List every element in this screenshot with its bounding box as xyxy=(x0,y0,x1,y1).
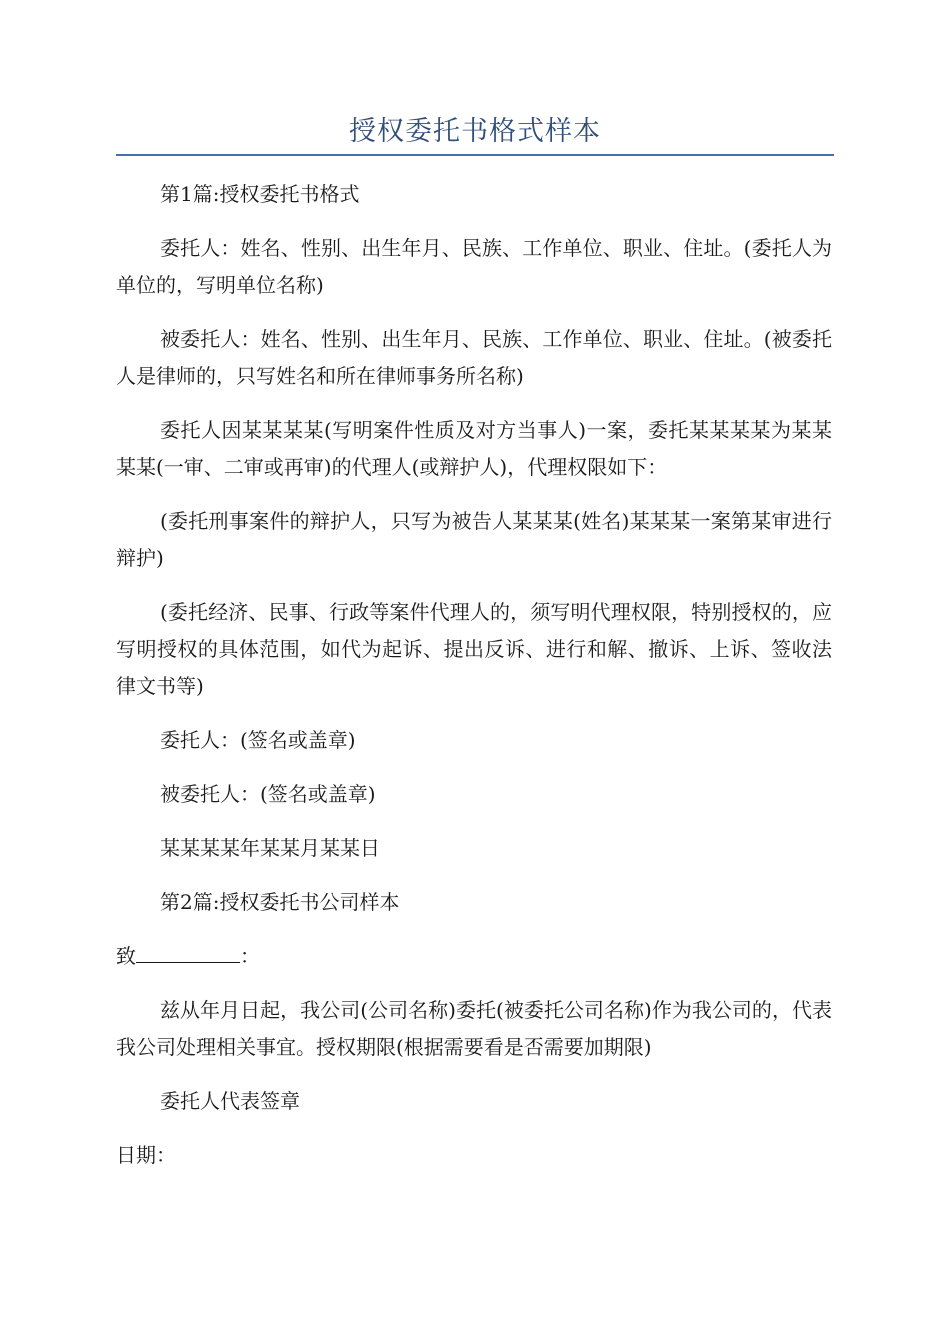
addressee-line xyxy=(116,938,832,975)
date-label: 日期： xyxy=(116,1143,176,1167)
agent-paragraph: 被委托人：姓名、性别、出生年月、民族、工作单位、职业、住址。(被委托人是律师的，只写姓名和所在律师事务所名称) xyxy=(116,327,832,388)
principal-signature-line: 委托人：(签名或盖章) xyxy=(160,728,356,752)
addressee-blank xyxy=(136,940,240,963)
company-authorization-paragraph: 兹从年月日起，我公司(公司名称)委托(被委托公司名称)作为我公司的，代表我公司处理相关事宜。授权期限(根据需要看是否需要加期限) xyxy=(116,998,832,1059)
criminal-note-paragraph: (委托刑事案件的辩护人，只写为被告人某某某(姓名)某某某一案第某审进行辩护) xyxy=(116,509,832,570)
addressee-suffix: ： xyxy=(240,944,260,968)
representative-signature-line: 委托人代表签章 xyxy=(160,1089,300,1113)
document-body xyxy=(116,176,832,1191)
case-paragraph: 委托人因某某某某(写明案件性质及对方当事人)一案，委托某某某某为某某某某(一审、二审或再审)的代理人(或辩护人)，代理权限如下： xyxy=(116,418,832,479)
agent-signature-line: 被委托人：(签名或盖章) xyxy=(160,782,376,806)
section-1-heading: 第1篇:授权委托书格式 xyxy=(160,182,360,206)
addressee-prefix: 致 xyxy=(116,944,136,968)
title-underline xyxy=(116,154,834,156)
principal-paragraph: 委托人：姓名、性别、出生年月、民族、工作单位、职业、住址。(委托人为单位的，写明单位名称) xyxy=(116,236,832,297)
date-line: 某某某某年某某月某某日 xyxy=(160,836,380,860)
section-2-heading: 第2篇:授权委托书公司样本 xyxy=(160,890,400,914)
document-title: 授权委托书格式样本 xyxy=(349,116,601,147)
civil-note-paragraph: (委托经济、民事、行政等案件代理人的，须写明代理权限，特别授权的，应写明授权的具体范围，如代为起诉、提出反诉、进行和解、撤诉、上诉、签收法律文书等) xyxy=(116,600,832,698)
